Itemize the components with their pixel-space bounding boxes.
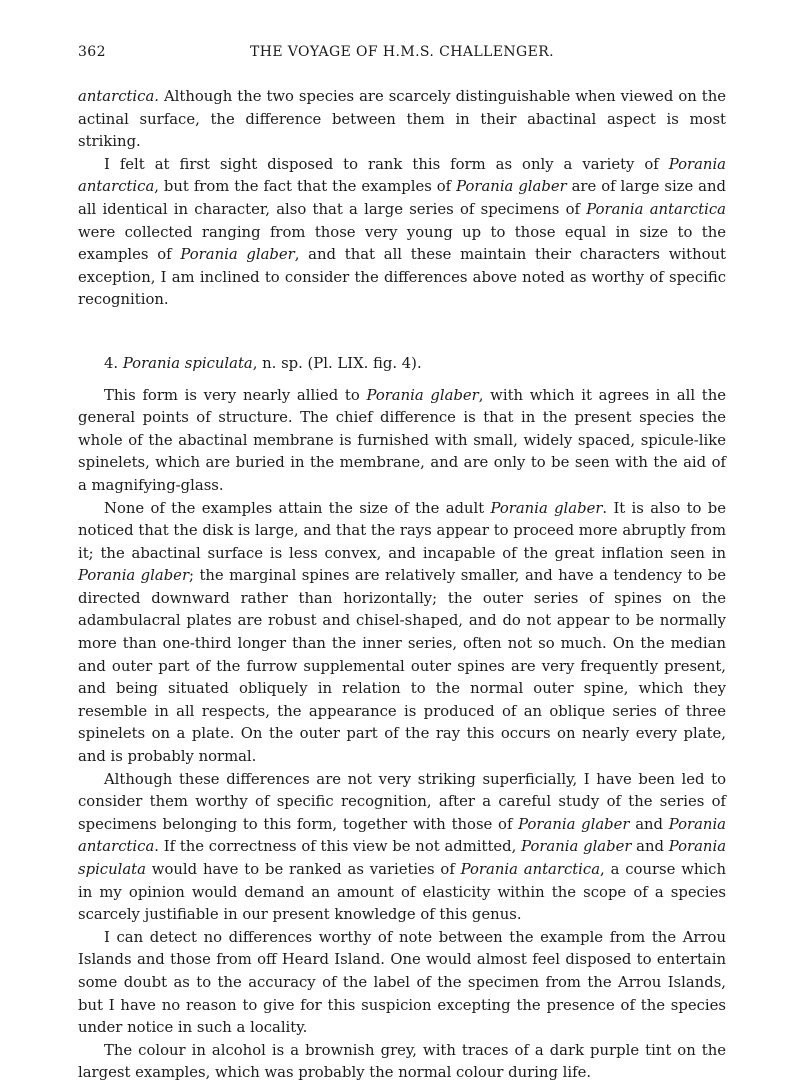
text-run: . It is also to be noticed that the disk is large, and that the rays appear to proceed more abruptly from it; the abactinal surface is less convex, and incapable of the great inflation seen in	[78, 499, 726, 562]
species-name: Porania glaber	[518, 815, 630, 833]
species-name: Porania glaber	[490, 499, 603, 517]
species-name: Porania glaber	[366, 386, 479, 404]
text-run: are of large size and all identical in character, also that a large series of specimens of	[78, 178, 727, 218]
species-name: Porania antarctica	[78, 155, 726, 196]
text-run: and	[629, 815, 669, 833]
heading-number: 4.	[104, 354, 123, 372]
paragraph-3	[78, 385, 726, 498]
species-name: Porania glaber	[521, 838, 632, 856]
paragraph-7: The colour in alcohol is a brownish grey, with traces of a dark purple tint on the largest examples, which was probably the normal colour during life.	[78, 1041, 726, 1082]
species-name: Porania glaber	[78, 567, 190, 585]
body-text	[78, 86, 726, 1085]
species-name: Porania antarctica	[460, 861, 601, 878]
paragraph-5	[78, 769, 726, 927]
species-name: Porania antarctica	[586, 200, 726, 218]
page-number: 362	[78, 44, 106, 60]
text-run: ; the marginal spines are relatively smaller, and have a tendency to be directed downward rather than horizontally; the outer series of spines on the adambulacral plates are robust and chisel-shaped, and do not appear to be normally more than one-third longer than the inner series, often not so much. On the median and outer part of the furrow supplemental outer spines are very frequently present, and being situated obliquely in relation to the normal outer spine, which they resemble in all respects, the appearance is produced of an oblique series of three spinelets on a plate. On the outer part of the ray this occurs on nearly every plate, and is probably normal.	[78, 567, 726, 766]
text-run: were collected ranging from those very young up to those equal in size to the examples of	[78, 223, 726, 264]
text-run: would have to be ranked as varieties of	[145, 861, 461, 878]
species-name: antarctica.	[78, 88, 159, 105]
text-run: None of the examples attain the size of the adult	[104, 499, 491, 517]
text-run: and	[631, 838, 669, 856]
species-name: Porania glaber	[180, 246, 295, 264]
paragraph-1	[78, 86, 726, 154]
species-heading	[78, 353, 726, 376]
species-name: Porania antarctica	[78, 815, 726, 856]
paragraph-6: I can detect no differences worthy of note between the example from the Arrou Islands and those from off Heard Island. One would almost feel disposed to entertain some doubt as to the accuracy of the label of the specimen from the Arrou Islands, but I have no reason to give for this suspicion excepting the presence of the species under notice in such a locality.	[78, 928, 726, 1037]
text-run: This form is very nearly allied to	[104, 386, 367, 404]
species-name: Porania glaber	[456, 178, 567, 196]
running-title: THE VOYAGE OF H.M.S. CHALLENGER.	[249, 44, 555, 60]
text-run: , with which it agrees in all the general points of structure. The chief difference is that in the present species the whole of the abactinal membrane is furnished with small, widely spaced, spicule-like spinelets, which are buried in the membrane, and are only to be seen with the aid of a magnifying-glass.	[78, 386, 727, 494]
text-run: I felt at first sight disposed to rank this form as only a variety of	[104, 155, 669, 173]
species-name: Porania spiculata	[122, 354, 253, 372]
text-run: , but from the fact that the examples of	[154, 178, 457, 196]
text-run: . If the correctness of this view be not admitted,	[154, 838, 522, 856]
text-run: Although these differences are not very striking superficially, I have been led to consider them worthy of specific recognition, after a careful study of the series of specimens belonging to this form, together with those of	[78, 770, 726, 833]
text-run: , a course which in my opinion would demand an amount of elasticity within the scope of a species scarcely justifiable in our present knowledge of this genus.	[78, 861, 727, 924]
page-header	[78, 44, 726, 68]
paragraph-4	[78, 498, 726, 769]
heading-plate-reference: , n. sp. (Pl. LIX. fig. 4).	[252, 354, 422, 372]
text-run: , and that all these maintain their characters without exception, I am inclined to consider the differences above noted as worthy of specific recognition.	[78, 246, 726, 309]
species-name: Porania spiculata	[78, 838, 727, 878]
text-run: Although the two species are scarcely distinguishable when viewed on the actinal surface, the difference between them in their abactinal aspect is most striking.	[78, 88, 726, 151]
paragraph-2	[78, 154, 726, 312]
